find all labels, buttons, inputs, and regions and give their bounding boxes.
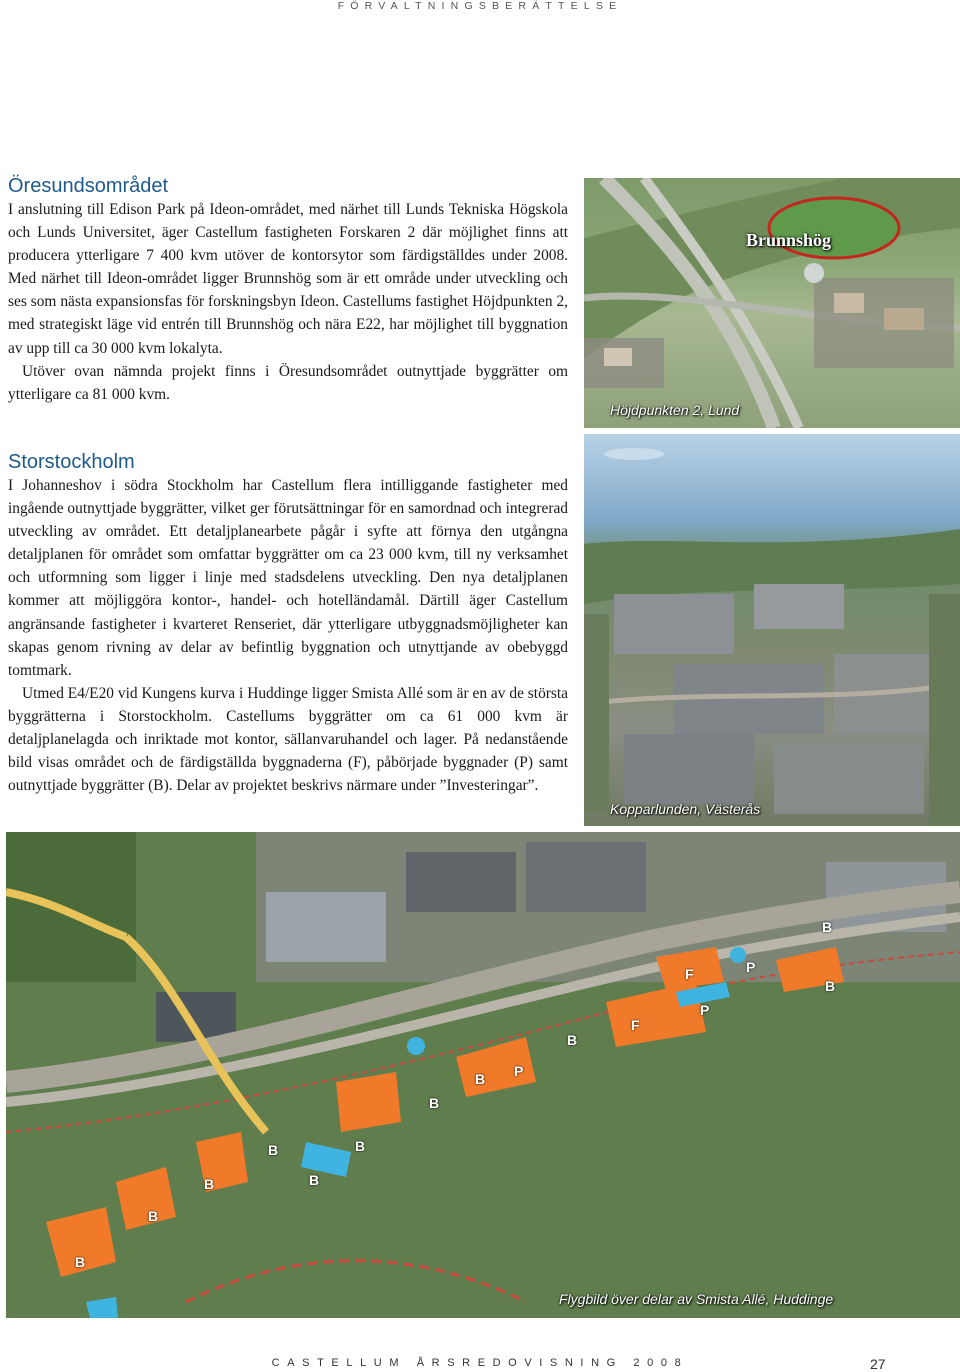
building-marker-p: P xyxy=(700,1002,710,1018)
building-marker-b: B xyxy=(475,1071,486,1087)
page-footer: CASTELLUM ÅRSREDOVISNING 2008 xyxy=(271,1357,689,1369)
running-header: FÖRVALTNINGSBERÄTTELSE xyxy=(337,0,623,12)
section-storstockholm xyxy=(8,450,568,797)
building-marker-b: B xyxy=(429,1095,440,1111)
aerial-illustration xyxy=(584,178,960,428)
building-marker-b: B xyxy=(75,1254,86,1270)
photo-caption: Höjdpunkten 2, Lund xyxy=(610,402,740,418)
building-marker-b: B xyxy=(309,1172,320,1188)
building-marker-b: B xyxy=(204,1176,215,1192)
body-paragraph: Utöver ovan nämnda projekt finns i Öresundsområdet outnyttjade byggrätter om ytterligare ca 81 000 kvm. xyxy=(8,362,568,403)
body-paragraph: Utmed E4/E20 vid Kungens kurva i Huddinge ligger Smista Allé som är en av de största byggrätterna i Storstockholm. Castellums byggrätter om ca 61 000 kvm är detaljplanelagda och inriktade mot kontor, sällanvaruhandel och lager. På nedanstående bild visas området och de färdigställda byggnaderna (F), påbörjade byggnader (P) samt outnyttjade byggrätter (B). Delar av projektet beskrivs närmare under ”Investeringar”. xyxy=(8,684,568,795)
building-marker-b: B xyxy=(822,919,833,935)
photo-kopparlunden-aerial xyxy=(584,434,960,826)
section-heading: Öresundsområdet xyxy=(8,175,169,197)
building-marker-p: P xyxy=(514,1063,524,1079)
aerial-illustration xyxy=(584,434,960,826)
page-number: 27 xyxy=(870,1356,886,1372)
body-paragraph: I Johanneshov i södra Stockholm har Castellum flera intilliggande fastigheter med ingående outnyttjade byggrätter, vilket ger förutsättningar för en samordnad och integrerad utveckling av området. Ett detaljplanearbete pågår i syfte att förnya den utgångna detaljplanen för området som omfattar byggrätter om ca 23 000 kvm, till ny verksamhet och utformning som ligger i linje med stadsdelens utveckling. Den nya detaljplanen kommer att möjliggöra kontor-, handel- och hotelländamål. Därtill äger Castellum angränsande fastigheter i kvarteret Renseriet, där ytterligare utbyggnadsmöjligheter kan skapas genom rivning av delar av befintlig byggnation och utnyttjande av obebyggd tomtmark. xyxy=(8,477,568,679)
photo-brunnshog-aerial xyxy=(584,178,960,428)
building-marker-b: B xyxy=(825,978,836,994)
section-oresund xyxy=(8,174,568,406)
section-heading: Storstockholm xyxy=(8,451,135,473)
body-paragraph: I anslutning till Edison Park på Ideon-området, med närhet till Lunds Tekniska Högskola och Lunds Universitet, äger Castellum fastigheten Forskaren 2 där möjlighet finns att producera ytterligare 7 400 kvm utöver de kontorsytor som färdigställdes under 2008. Med närhet till Ideon-området ligger Brunnshög som är ett område under utveckling och ses som nästa expansionsfas för forskningsbyn Ideon. Castellums fastighet Höjdpunkten 2, med strategiskt läge vid entrén till Brunnshög och nära E22, har möjlighet till byggnation av upp till ca 30 000 kvm lokalyta. xyxy=(8,201,568,357)
building-marker-f: F xyxy=(685,966,694,982)
building-marker-b: B xyxy=(355,1138,366,1154)
photo-caption: Kopparlunden, Västerås xyxy=(610,801,761,817)
building-marker-b: B xyxy=(567,1032,578,1048)
photo-caption: Flygbild över delar av Smista Allé, Huddinge xyxy=(559,1291,834,1307)
building-marker-b: B xyxy=(148,1208,159,1224)
building-marker-f: F xyxy=(631,1017,640,1033)
building-marker-p: P xyxy=(746,959,756,975)
place-label-brunnshog: Brunnshög xyxy=(746,230,832,250)
building-marker-b: B xyxy=(268,1142,279,1158)
